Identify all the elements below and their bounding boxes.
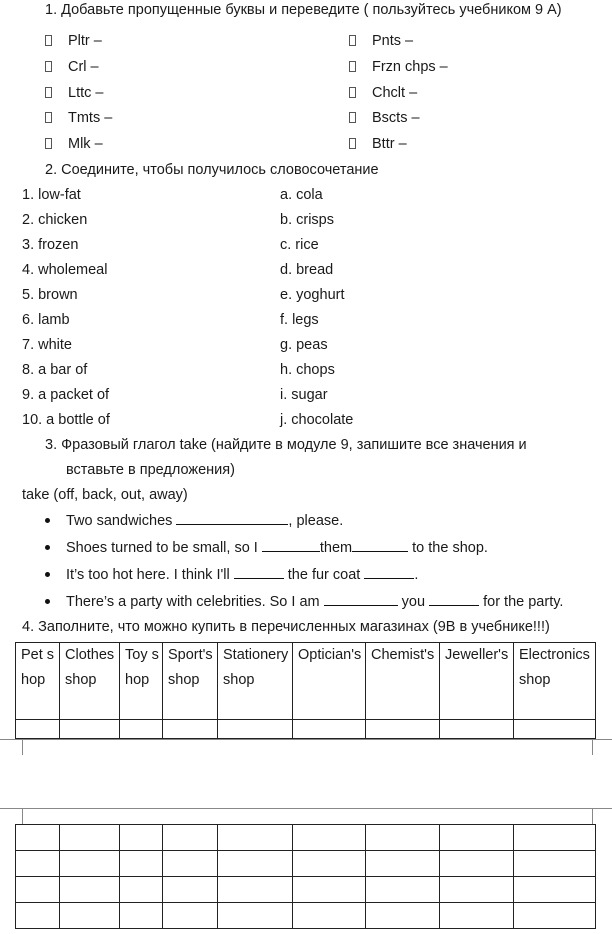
task1-title: 1. Добавьте пропущенные буквы и переведите ( пользуйтесь учебником 9 А) (45, 2, 562, 18)
answer-blank[interactable] (352, 539, 408, 552)
checkbox-icon (349, 61, 356, 72)
page-margin-line (22, 739, 23, 755)
answer-blank[interactable] (324, 593, 398, 606)
checkbox-icon (45, 87, 52, 98)
list-item: Pnts – (349, 33, 413, 49)
list-item: c. rice (280, 237, 319, 253)
table-header-cell: Optician's (293, 643, 366, 720)
list-item: 4. wholemeal (22, 262, 108, 278)
sentence-2: Shoes turned to be small, so I them to the shop. (66, 540, 488, 556)
bullet-icon (45, 518, 50, 523)
answer-blank[interactable] (176, 512, 288, 525)
answer-blank[interactable] (262, 539, 320, 552)
table-cell[interactable] (293, 877, 366, 903)
table-header-cell: Stationery shop (218, 643, 293, 720)
list-item: b. crisps (280, 212, 334, 228)
continued-table (15, 824, 596, 929)
page-margin-line (22, 808, 23, 824)
table-header-row (16, 643, 596, 720)
list-item: 5. brown (22, 287, 78, 303)
table-cell[interactable] (16, 825, 60, 851)
table-cell[interactable] (16, 720, 60, 739)
table-cell[interactable] (60, 903, 120, 929)
list-item: h. chops (280, 362, 335, 378)
table-cell[interactable] (218, 877, 293, 903)
table-cell[interactable] (60, 877, 120, 903)
sentence-3: It’s too hot here. I think I'll the fur coat . (66, 567, 419, 583)
table-header-cell: Toy shop (120, 643, 163, 720)
table-cell[interactable] (218, 720, 293, 739)
list-item: 10. a bottle of (22, 412, 110, 428)
table-cell[interactable] (16, 877, 60, 903)
list-item: 7. white (22, 337, 72, 353)
sentence-4: There’s a party with celebrities. So I am you for the party. (66, 594, 564, 610)
table-cell[interactable] (514, 720, 596, 739)
table-row (16, 720, 596, 739)
bullet-icon (45, 545, 50, 550)
table-cell[interactable] (366, 720, 440, 739)
table-cell[interactable] (366, 877, 440, 903)
table-cell[interactable] (293, 851, 366, 877)
list-item: f. legs (280, 312, 319, 328)
task3-title-line2: вставьте в предложения) (66, 462, 235, 478)
table-cell[interactable] (120, 877, 163, 903)
table-cell[interactable] (293, 825, 366, 851)
list-item: 8. a bar of (22, 362, 88, 378)
table-cell[interactable] (514, 851, 596, 877)
shops-table (15, 642, 596, 739)
table-cell[interactable] (60, 851, 120, 877)
list-item: g. peas (280, 337, 328, 353)
table-cell[interactable] (366, 851, 440, 877)
table-cell[interactable] (440, 903, 514, 929)
list-item: 6. lamb (22, 312, 70, 328)
table-cell[interactable] (293, 720, 366, 739)
table-row (16, 851, 596, 877)
table-cell[interactable] (60, 720, 120, 739)
table-cell[interactable] (120, 851, 163, 877)
list-item: e. yoghurt (280, 287, 345, 303)
table-row (16, 825, 596, 851)
list-item: Pltr – (45, 33, 102, 49)
table-cell[interactable] (120, 825, 163, 851)
table-cell[interactable] (120, 720, 163, 739)
table-cell[interactable] (60, 825, 120, 851)
table-row (16, 903, 596, 929)
table-cell[interactable] (16, 903, 60, 929)
table-cell[interactable] (440, 851, 514, 877)
list-item: 2. chicken (22, 212, 88, 228)
table-cell[interactable] (440, 825, 514, 851)
table-header-cell: Sport's shop (163, 643, 218, 720)
answer-blank[interactable] (429, 593, 479, 606)
table-cell[interactable] (440, 720, 514, 739)
table-cell[interactable] (514, 825, 596, 851)
task3-heading: take (off, back, out, away) (22, 487, 188, 503)
table-header-cell: Pet shop (16, 643, 60, 720)
table-cell[interactable] (163, 720, 218, 739)
task2-title: 2. Соедините, чтобы получилось словосочетание (45, 162, 379, 178)
table-cell[interactable] (120, 903, 163, 929)
table-cell[interactable] (218, 851, 293, 877)
page-margin-line (592, 739, 593, 755)
list-item: Chclt – (349, 85, 417, 101)
list-item: i. sugar (280, 387, 328, 403)
checkbox-icon (349, 87, 356, 98)
page-margin-line (592, 808, 593, 824)
checkbox-icon (349, 35, 356, 46)
table-header-cell: Electronics shop (514, 643, 596, 720)
table-header-cell: Clothes shop (60, 643, 120, 720)
answer-blank[interactable] (234, 566, 284, 579)
table-cell[interactable] (366, 903, 440, 929)
checkbox-icon (349, 112, 356, 123)
table-cell[interactable] (163, 903, 218, 929)
table-cell[interactable] (293, 903, 366, 929)
table-cell[interactable] (514, 903, 596, 929)
checkbox-icon (45, 112, 52, 123)
table-cell[interactable] (163, 877, 218, 903)
table-header-cell: Jeweller's (440, 643, 514, 720)
table-cell[interactable] (366, 825, 440, 851)
task3-title-line1: 3. Фразовый глагол take (найдите в модуле 9, запишите все значения и (45, 437, 527, 453)
table-header-cell: Chemist's (366, 643, 440, 720)
table-cell[interactable] (514, 877, 596, 903)
table-cell[interactable] (163, 851, 218, 877)
table-row (16, 877, 596, 903)
list-item: 1. low-fat (22, 187, 81, 203)
list-item: Lttc – (45, 85, 103, 101)
list-item: Tmts – (45, 110, 112, 126)
list-item: Frzn chps – (349, 59, 448, 75)
bullet-icon (45, 599, 50, 604)
page-margin-line (0, 808, 612, 809)
table-cell[interactable] (163, 825, 218, 851)
table-cell[interactable] (218, 903, 293, 929)
checkbox-icon (45, 138, 52, 149)
checkbox-icon (45, 35, 52, 46)
list-item: j. chocolate (280, 412, 354, 428)
list-item: Bttr – (349, 136, 407, 152)
table-cell[interactable] (218, 825, 293, 851)
list-item: 9. a packet of (22, 387, 110, 403)
list-item: a. cola (280, 187, 323, 203)
list-item: 3. frozen (22, 237, 79, 253)
page-margin-line (0, 739, 612, 740)
checkbox-icon (349, 138, 356, 149)
answer-blank[interactable] (364, 566, 414, 579)
checkbox-icon (45, 61, 52, 72)
list-item: Bscts – (349, 110, 420, 126)
task4-title: 4. Заполните, что можно купить в перечисленных магазинах (9В в учебнике!!!) (22, 619, 550, 635)
table-cell[interactable] (440, 877, 514, 903)
sentence-1: Two sandwiches , please. (66, 513, 344, 529)
bullet-icon (45, 572, 50, 577)
list-item: d. bread (280, 262, 334, 278)
list-item: Mlk – (45, 136, 103, 152)
table-cell[interactable] (16, 851, 60, 877)
list-item: Crl – (45, 59, 99, 75)
